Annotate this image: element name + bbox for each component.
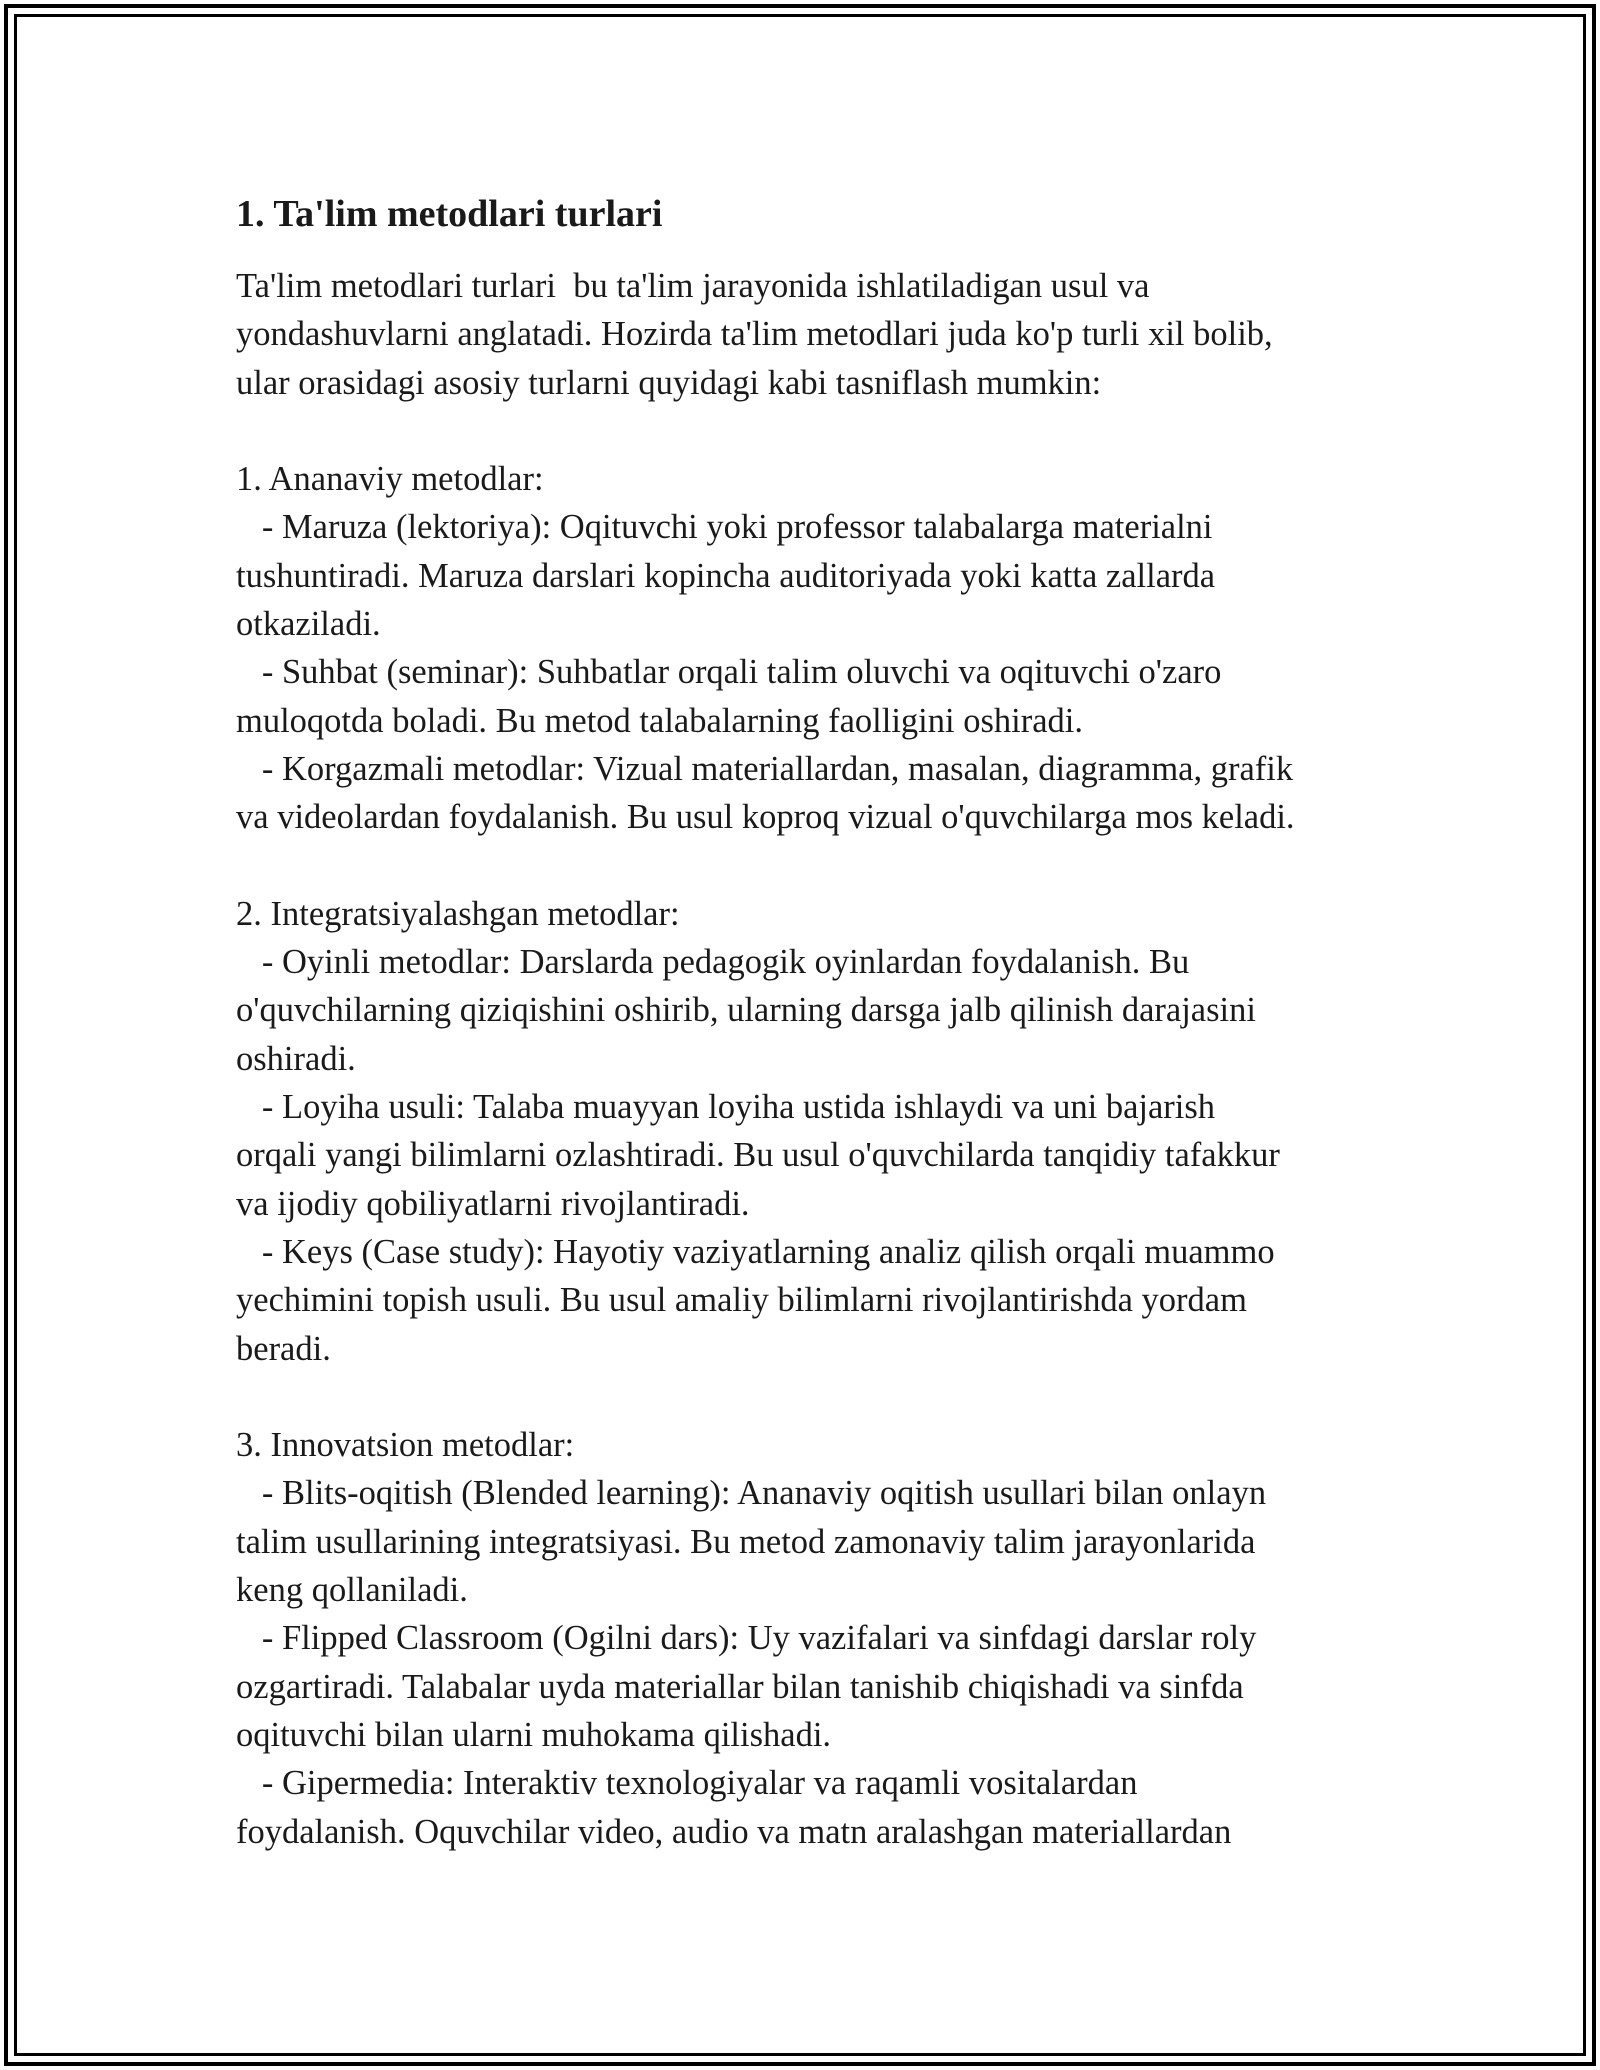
text-line: talim usullarining integratsiyasi. Bu metod zamonaviy talim jarayonlarida [236, 1522, 1256, 1561]
section-integratsiyalashgan [236, 890, 1386, 1373]
document-content [236, 186, 1386, 1856]
spacer [236, 842, 1386, 890]
text-line: yondashuvlarni anglatadi. Hozirda ta'lim metodlari juda ko'p turli xil bolib, [236, 315, 1273, 354]
section-innovatsion [236, 1421, 1386, 1856]
text-line: - Suhbat (seminar): Suhbatlar orqali talim oluvchi va oqituvchi o'zaro [236, 653, 1222, 692]
text-line: o'quvchilarning qiziqishini oshirib, ularning darsga jalb qilinish darajasini [236, 991, 1256, 1030]
text-line: keng qollaniladi. [236, 1571, 468, 1610]
spacer [236, 407, 1386, 455]
text-line: - Keys (Case study): Hayotiy vaziyatlarning analiz qilish orqali muammo [236, 1232, 1275, 1271]
section-title: 1. Ananaviy metodlar: [236, 460, 544, 499]
text-line: yechimini topish usuli. Bu usul amaliy bilimlarni rivojlantirishda yordam [236, 1281, 1247, 1320]
text-line: tushuntiradi. Maruza darslari kopincha auditoriyada yoki katta zallarda [236, 556, 1216, 595]
text-line: - Gipermedia: Interaktiv texnologiyalar va raqamli vositalardan [236, 1764, 1138, 1803]
text-line: beradi. [236, 1329, 331, 1368]
text-line: oshiradi. [236, 1039, 356, 1078]
text-line: - Flipped Classroom (Ogilni dars): Uy vazifalari va sinfdagi darslar roly [236, 1619, 1257, 1658]
text-line: - Maruza (lektoriya): Oqituvchi yoki professor talabalarga materialni [236, 508, 1213, 547]
text-line: ular orasidagi asosiy turlarni quyidagi kabi tasniflash mumkin: [236, 363, 1102, 402]
text-line: ozgartiradi. Talabalar uyda materiallar bilan tanishib chiqishadi va sinfda [236, 1667, 1244, 1706]
text-line: muloqotda boladi. Bu metod talabalarning faolligini oshiradi. [236, 701, 1084, 740]
text-line: orqali yangi bilimlarni ozlashtiradi. Bu usul o'quvchilarda tanqidiy tafakkur [236, 1136, 1280, 1175]
text-line: otkaziladi. [236, 605, 381, 644]
text-line: va videolardan foydalanish. Bu usul koproq vizual o'quvchilarga mos keladi. [236, 798, 1295, 837]
section-heading: 1. Ta'lim metodlari turlari [236, 193, 663, 235]
text-line: - Oyinli metodlar: Darslarda pedagogik oyinlardan foydalanish. Bu [236, 943, 1190, 982]
text-line: va ijodiy qobiliyatlarni rivojlantiradi. [236, 1184, 750, 1223]
spacer [236, 1373, 1386, 1421]
section-title: 3. Innovatsion metodlar: [236, 1426, 575, 1465]
text-line: oqituvchi bilan ularni muhokama qilishadi. [236, 1715, 832, 1754]
text-line: Ta'lim metodlari turlari bu ta'lim jarayonida ishlatiladigan usul va [236, 267, 1150, 305]
text-line: - Loyiha usuli: Talaba muayyan loyiha ustida ishlaydi va uni bajarish [236, 1088, 1216, 1127]
text-line: - Korgazmali metodlar: Vizual materiallardan, masalan, diagramma, grafik [236, 749, 1294, 788]
text-line: foydalanish. Oquvchilar video, audio va matn aralashgan materiallardan [236, 1812, 1232, 1851]
section-title: 2. Integratsiyalashgan metodlar: [236, 894, 680, 933]
intro-paragraph [236, 262, 1386, 407]
text-line: - Blits-oqitish (Blended learning): Ananaviy oqitish usullari bilan onlayn [236, 1474, 1267, 1513]
section-ananaviy [236, 455, 1386, 841]
